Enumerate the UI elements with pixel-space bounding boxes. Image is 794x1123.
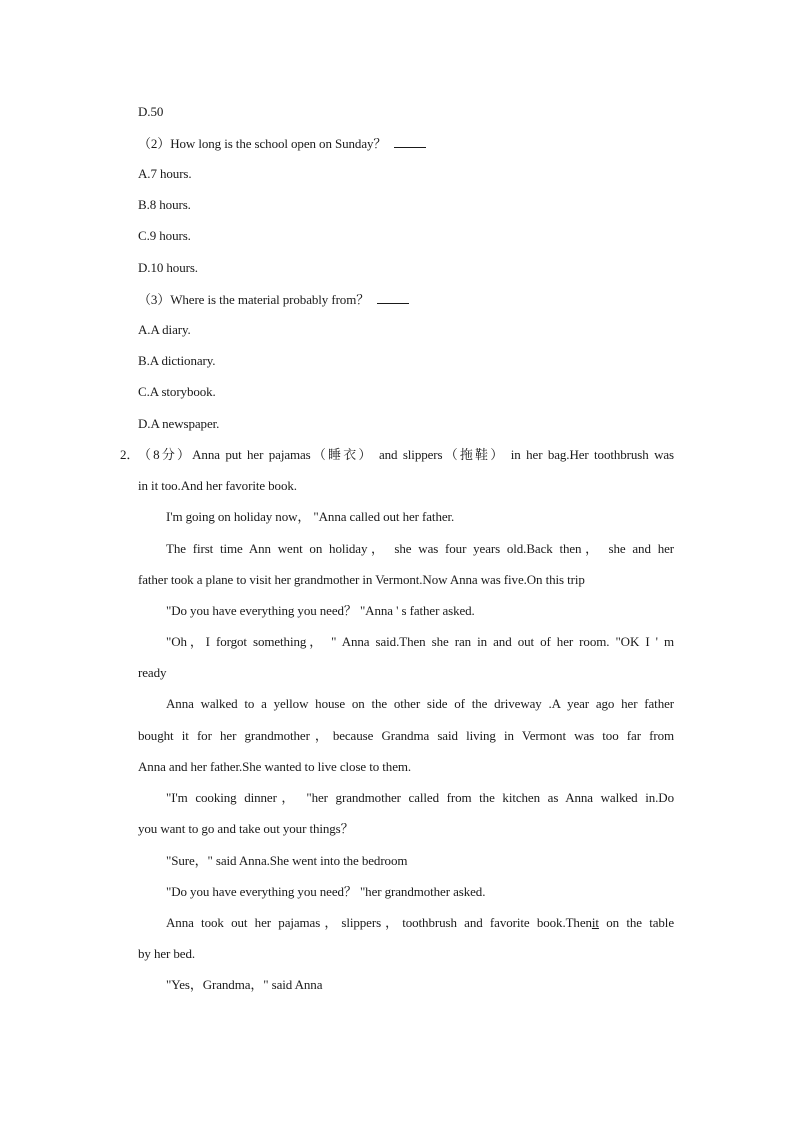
q2-paragraph-6-line-2: you want to go and take out your things？ [138, 821, 354, 836]
q2-paragraph-2-line-1: The first time Ann went on holiday， she was four years old.Back then， she and her [166, 541, 674, 556]
q2-paragraph-9-line-2: by her bed. [138, 946, 196, 961]
q2-paragraph-4-line-2: ready [138, 665, 167, 680]
q1-sub2-option-b: B.8 hours. [138, 197, 191, 212]
q1-sub2-question [138, 135, 426, 152]
q1-option-d-previous: D.50 [138, 104, 164, 119]
q1-sub2-option-a: A.7 hours. [138, 166, 192, 181]
q1-sub3-question [138, 291, 409, 308]
q2-intro-line-2: in it too.And her favorite book. [138, 478, 297, 493]
q2-number: 2． [120, 447, 140, 462]
q1-sub3-option-a: A.A diary. [138, 322, 191, 337]
q2-paragraph-7: "Sure，" said Anna.She went into the bedroom [166, 853, 408, 868]
q1-sub3-option-b: B.A dictionary. [138, 353, 216, 368]
q2-paragraph-9-line-1 [166, 915, 674, 931]
q1-sub2-option-d: D.10 hours. [138, 260, 198, 275]
q2-paragraph-2-line-2: father took a plane to visit her grandmother in Vermont.Now Anna was five.On this trip [138, 572, 585, 587]
q2-paragraph-5-line-2: bought it for her grandmother，because Grandma said living in Vermont was too far from [138, 728, 674, 743]
q2-paragraph-5-line-1: Anna walked to a yellow house on the other side of the driveway .A year ago her father [166, 696, 674, 711]
answer-blank [394, 135, 426, 148]
q2-paragraph-3: "Do you have everything you need？ "Anna ' s father asked. [166, 603, 475, 618]
q2-intro-line-1: （8分）Anna put her pajamas（睡衣） and slippers（拖鞋） in her bag.Her toothbrush was [138, 447, 674, 462]
q1-sub3-option-d: D.A newspaper. [138, 416, 220, 431]
q1-sub2-option-c: C.9 hours. [138, 228, 191, 243]
q2-paragraph-6-line-1: "I'm cooking dinner， "her grandmother called from the kitchen as Anna walked in.Do [166, 790, 674, 805]
q2-paragraph-4-line-1: "Oh，I forgot something， " Anna said.Then she ran in and out of her room. "OK I ' m [166, 634, 674, 649]
q1-sub2-question-text: （2）How long is the school open on Sunday？ [138, 136, 387, 151]
q1-sub3-option-c: C.A storybook. [138, 384, 216, 399]
q2-paragraph-1: I'm going on holiday now， "Anna called out her father. [166, 509, 455, 524]
answer-blank [377, 291, 409, 304]
q2-paragraph-10: "Yes，Grandma，" said Anna [166, 977, 323, 992]
q2-paragraph-9-text-before: Anna took out her pajamas，slippers，toothbrush and favorite book.Then [166, 915, 592, 930]
q2-paragraph-5-line-3: Anna and her father.She wanted to live close to them. [138, 759, 412, 774]
q2-paragraph-9-text-after: on the table [598, 915, 674, 930]
q1-sub3-question-text: （3）Where is the material probably from？ [138, 292, 370, 307]
q2-paragraph-8: "Do you have everything you need？ "her grandmother asked. [166, 884, 486, 899]
q2-paragraph-9-underlined-word: it [591, 915, 599, 930]
